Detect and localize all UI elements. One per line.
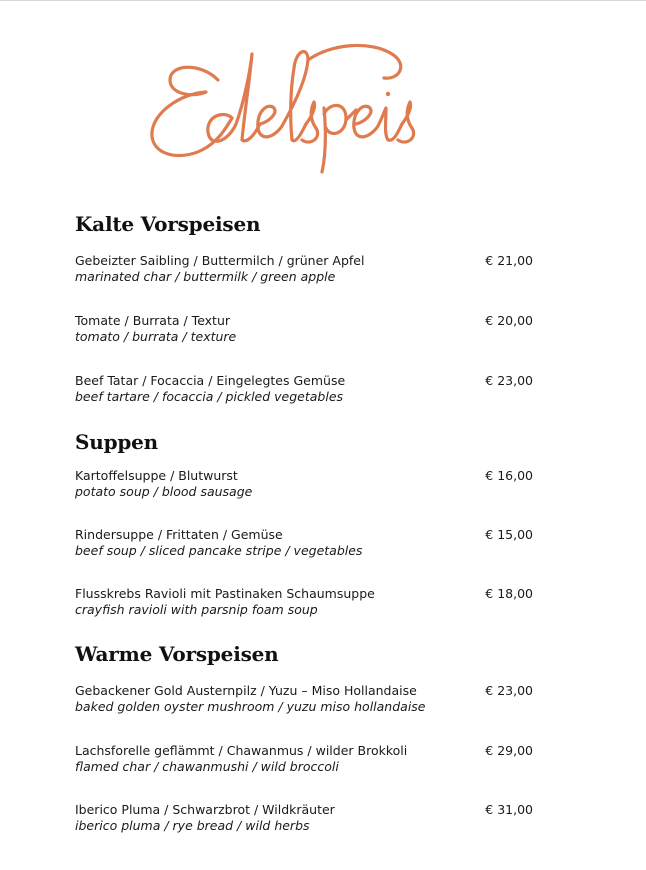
dish-name-en: marinated char / buttermilk / green apple	[75, 269, 336, 284]
section-title: Warme Vorspeisen	[75, 642, 279, 666]
section-title: Suppen	[75, 430, 159, 454]
menu-item	[75, 683, 535, 743]
menu	[75, 208, 535, 840]
dish-price: € 18,00	[485, 586, 533, 601]
dish-name-en: baked golden oyster mushroom / yuzu miso hollandaise	[75, 699, 426, 714]
section-title: Kalte Vorspeisen	[75, 212, 261, 236]
dish-name-de: Gebackener Gold Austernpilz / Yuzu – Miso Hollandaise	[75, 683, 417, 698]
dish-name-en: flamed char / chawanmushi / wild broccoli	[75, 759, 339, 774]
dish-price: € 20,00	[485, 313, 533, 328]
dish-price: € 23,00	[485, 373, 533, 388]
menu-item	[75, 527, 535, 586]
menu-item	[75, 586, 535, 636]
top-divider	[0, 0, 646, 1]
dish-name-en: crayfish ravioli with parsnip foam soup	[75, 602, 318, 617]
edelspeis-logo	[140, 32, 440, 182]
dish-name-de: Rindersuppe / Frittaten / Gemüse	[75, 527, 283, 542]
menu-item	[75, 253, 535, 313]
dish-price: € 21,00	[485, 253, 533, 268]
menu-item	[75, 468, 535, 527]
menu-item	[75, 373, 535, 424]
dish-name-de: Flusskrebs Ravioli mit Pastinaken Schaumsuppe	[75, 586, 375, 601]
dish-price: € 31,00	[485, 802, 533, 817]
menu-item	[75, 313, 535, 373]
menu-item	[75, 743, 535, 802]
dish-name-en: potato soup / blood sausage	[75, 484, 253, 499]
dish-name-de: Gebeizter Saibling / Buttermilch / grüner Apfel	[75, 253, 365, 268]
section-warme-vorspeisen	[75, 638, 535, 838]
dish-name-en: tomato / burrata / texture	[75, 329, 237, 344]
dish-name-en: iberico pluma / rye bread / wild herbs	[75, 818, 310, 833]
dish-price: € 15,00	[485, 527, 533, 542]
dish-price: € 29,00	[485, 743, 533, 758]
dish-price: € 16,00	[485, 468, 533, 483]
dish-name-de: Beef Tatar / Focaccia / Eingelegtes Gemüse	[75, 373, 346, 388]
dish-name-en: beef tartare / focaccia / pickled vegetables	[75, 389, 344, 404]
section-suppen	[75, 426, 535, 636]
dish-name-de: Lachsforelle geflämmt / Chawanmus / wilder Brokkoli	[75, 743, 408, 758]
dish-name-de: Iberico Pluma / Schwarzbrot / Wildkräuter	[75, 802, 335, 817]
section-kalte-vorspeisen	[75, 208, 535, 424]
menu-item	[75, 802, 535, 838]
dish-name-de: Kartoffelsuppe / Blutwurst	[75, 468, 238, 483]
dish-name-en: beef soup / sliced pancake stripe / vegetables	[75, 543, 363, 558]
dish-name-de: Tomate / Burrata / Textur	[75, 313, 231, 328]
dish-price: € 23,00	[485, 683, 533, 698]
